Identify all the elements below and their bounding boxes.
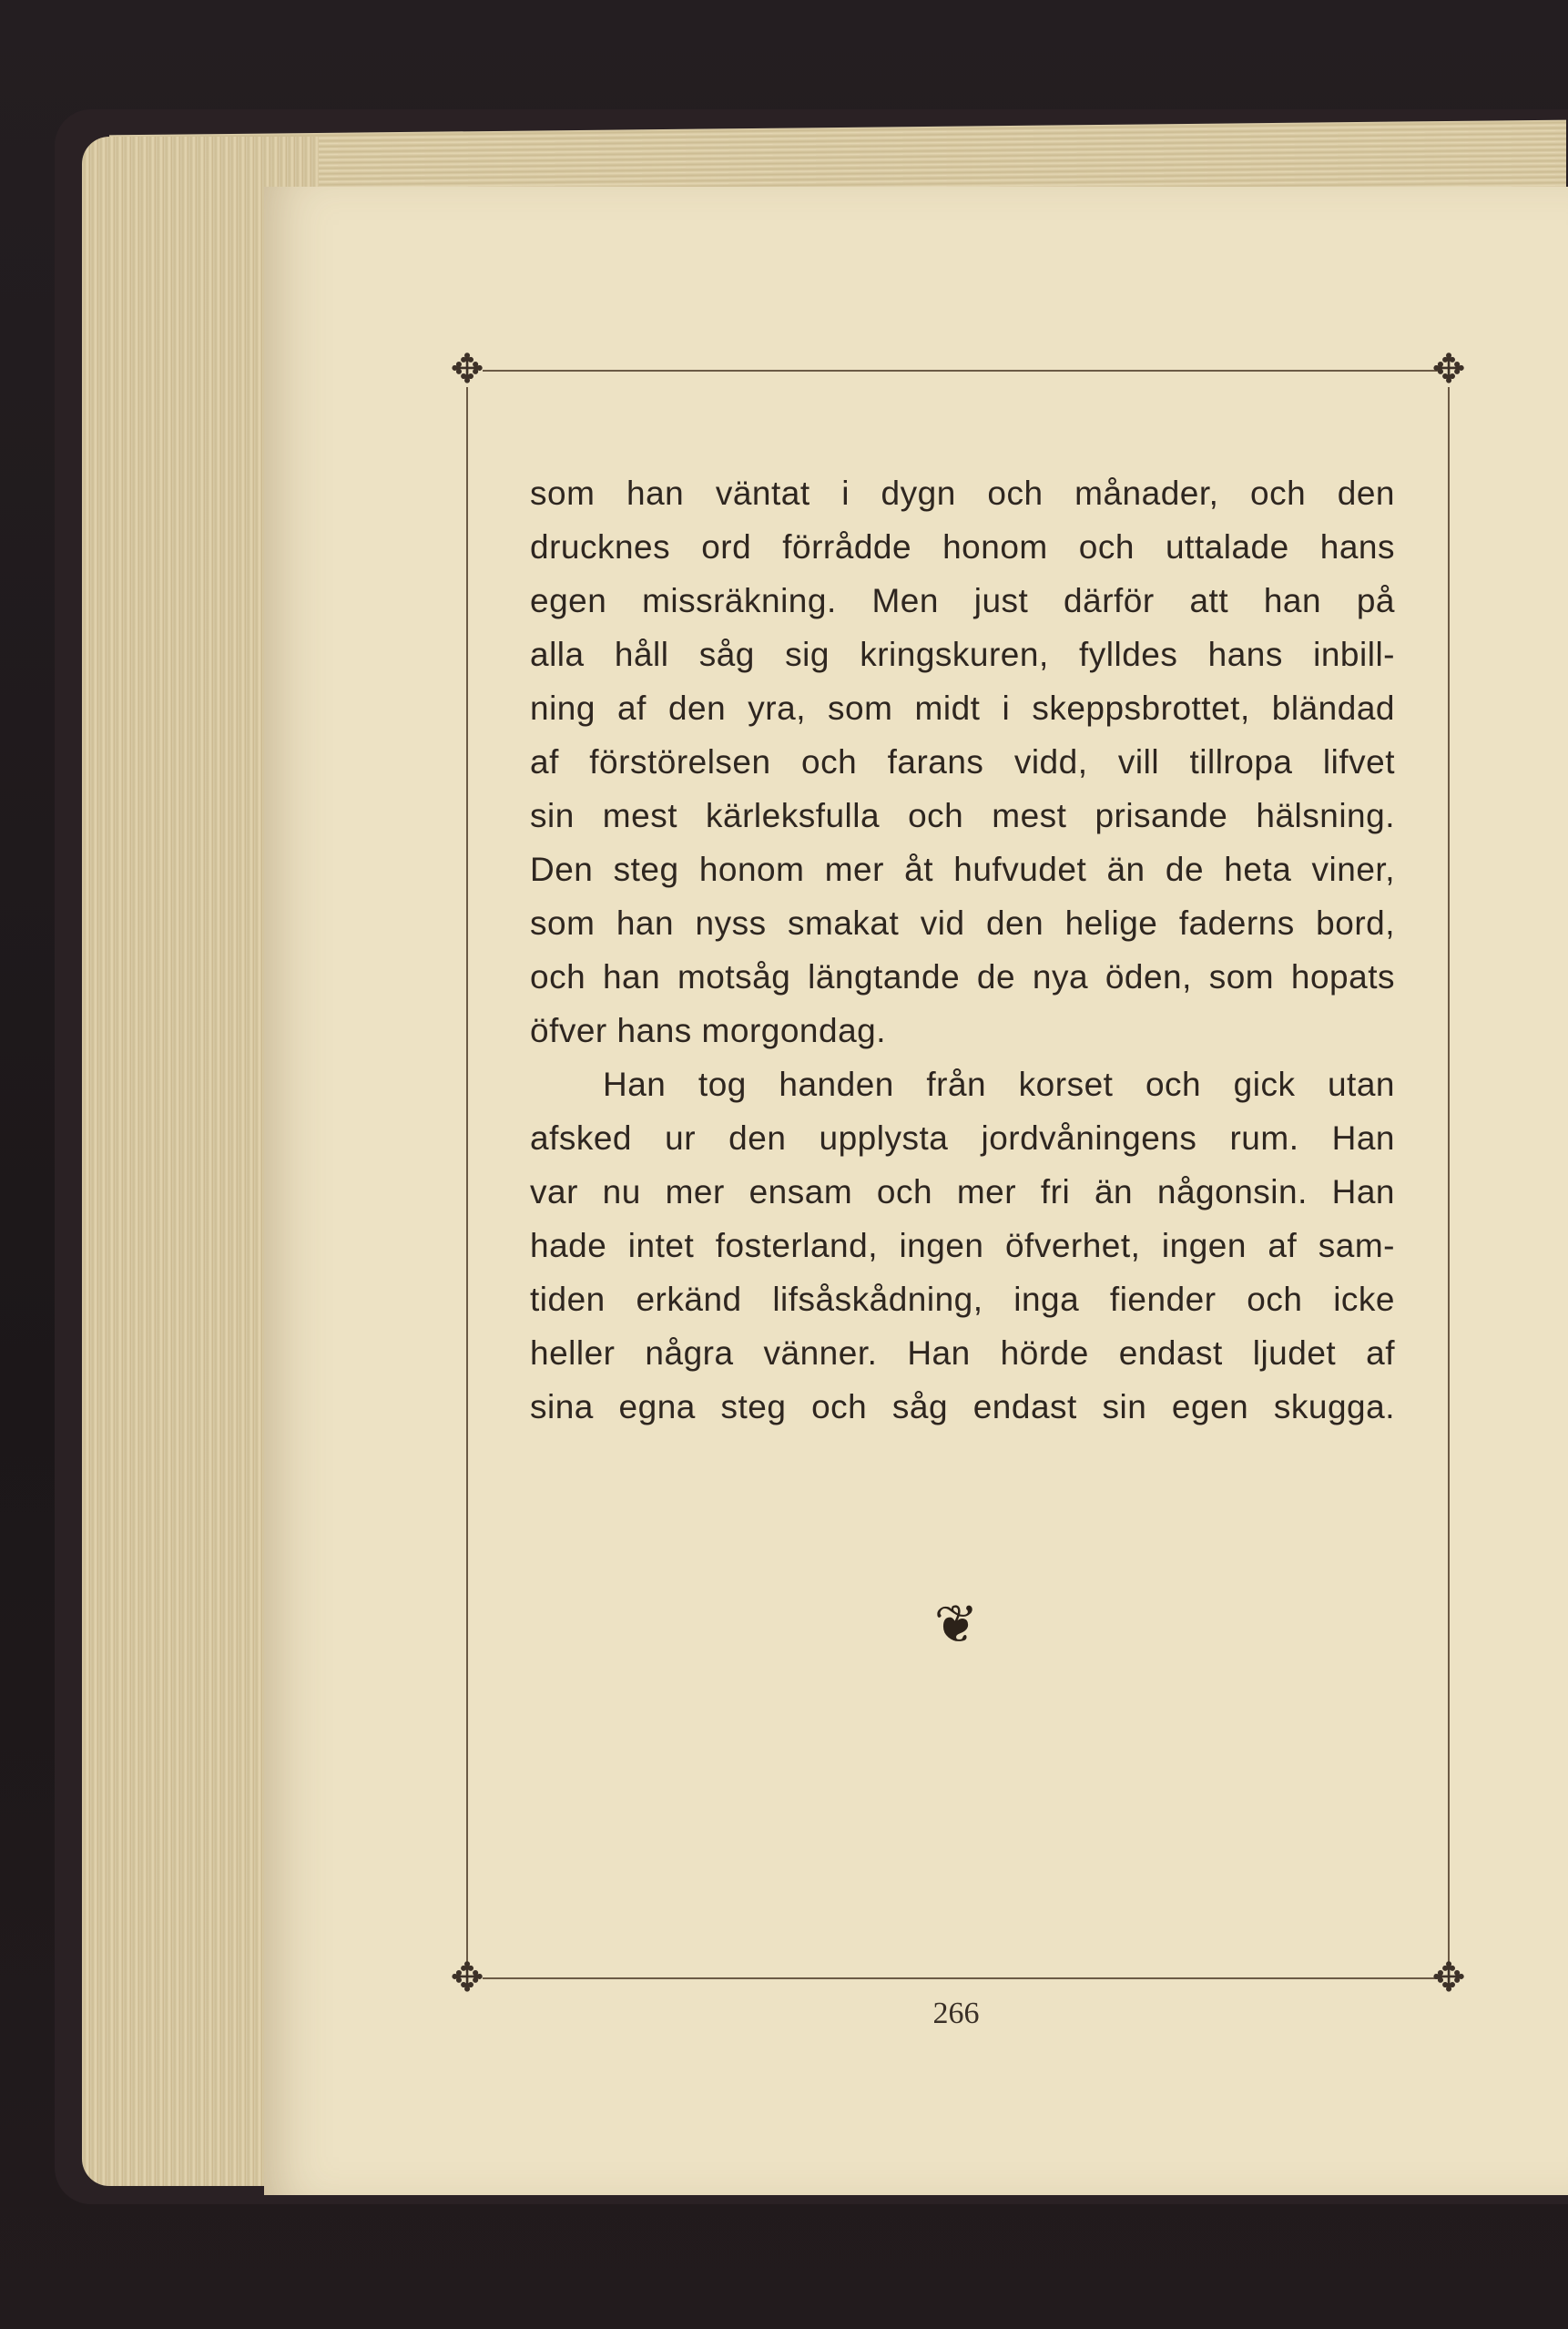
text-line: Den steg honom mer åt hufvudet än de heta viner,	[530, 851, 1395, 888]
frame-rule-left	[466, 387, 468, 1963]
frame-rule-right	[1448, 387, 1450, 1963]
text-line: var nu mer ensam och mer fri än någonsin. Han	[530, 1173, 1395, 1210]
paragraph-2	[530, 1057, 1395, 1434]
text-line: sina egna steg och såg endast sin egen skugga.	[530, 1388, 1395, 1425]
fleuron-icon: ❦	[933, 1593, 979, 1655]
text-line: öfver hans morgondag.	[530, 1012, 887, 1049]
text-line: hade intet fosterland, ingen öfverhet, ingen af sam-	[530, 1227, 1395, 1264]
body-text	[530, 466, 1395, 1434]
text-line: och han motsåg längtande de nya öden, som hopats	[530, 958, 1395, 996]
text-line: afsked ur den upplysta jordvåningens rum. Han	[530, 1119, 1395, 1157]
text-line: som han väntat i dygn och månader, och den	[530, 475, 1395, 512]
page-number: 266	[932, 1997, 980, 2030]
text-line: som han nyss smakat vid den helige faderns bord,	[530, 904, 1395, 942]
paragraph-1	[530, 466, 1395, 1057]
text-line: drucknes ord förrådde honom och uttalade hans	[530, 528, 1395, 566]
cross-fleuron-icon: ✥	[1431, 346, 1466, 393]
text-line: Han tog handen från korset och gick utan	[603, 1066, 1395, 1103]
text-line: ning af den yra, som midt i skeppsbrottet, bländad	[530, 690, 1395, 727]
text-line: alla håll såg sig kringskuren, fylldes hans inbill-	[530, 636, 1395, 673]
text-line: tiden erkänd lifsåskådning, inga fiender och icke	[530, 1281, 1395, 1318]
cross-fleuron-icon: ✥	[1431, 1955, 1466, 2001]
text-line: sin mest kärleksfulla och mest prisande hälsning.	[530, 797, 1395, 834]
cross-fleuron-icon: ✥	[450, 346, 484, 393]
frame-rule-bottom	[483, 1977, 1441, 1979]
text-line: af förstörelsen och farans vidd, vill tillropa lifvet	[530, 743, 1395, 781]
text-line: egen missräkning. Men just därför att han på	[530, 582, 1395, 619]
frame-rule-top	[483, 370, 1441, 372]
text-line: heller några vänner. Han hörde endast ljudet af	[530, 1334, 1395, 1372]
cross-fleuron-icon: ✥	[450, 1955, 484, 2001]
